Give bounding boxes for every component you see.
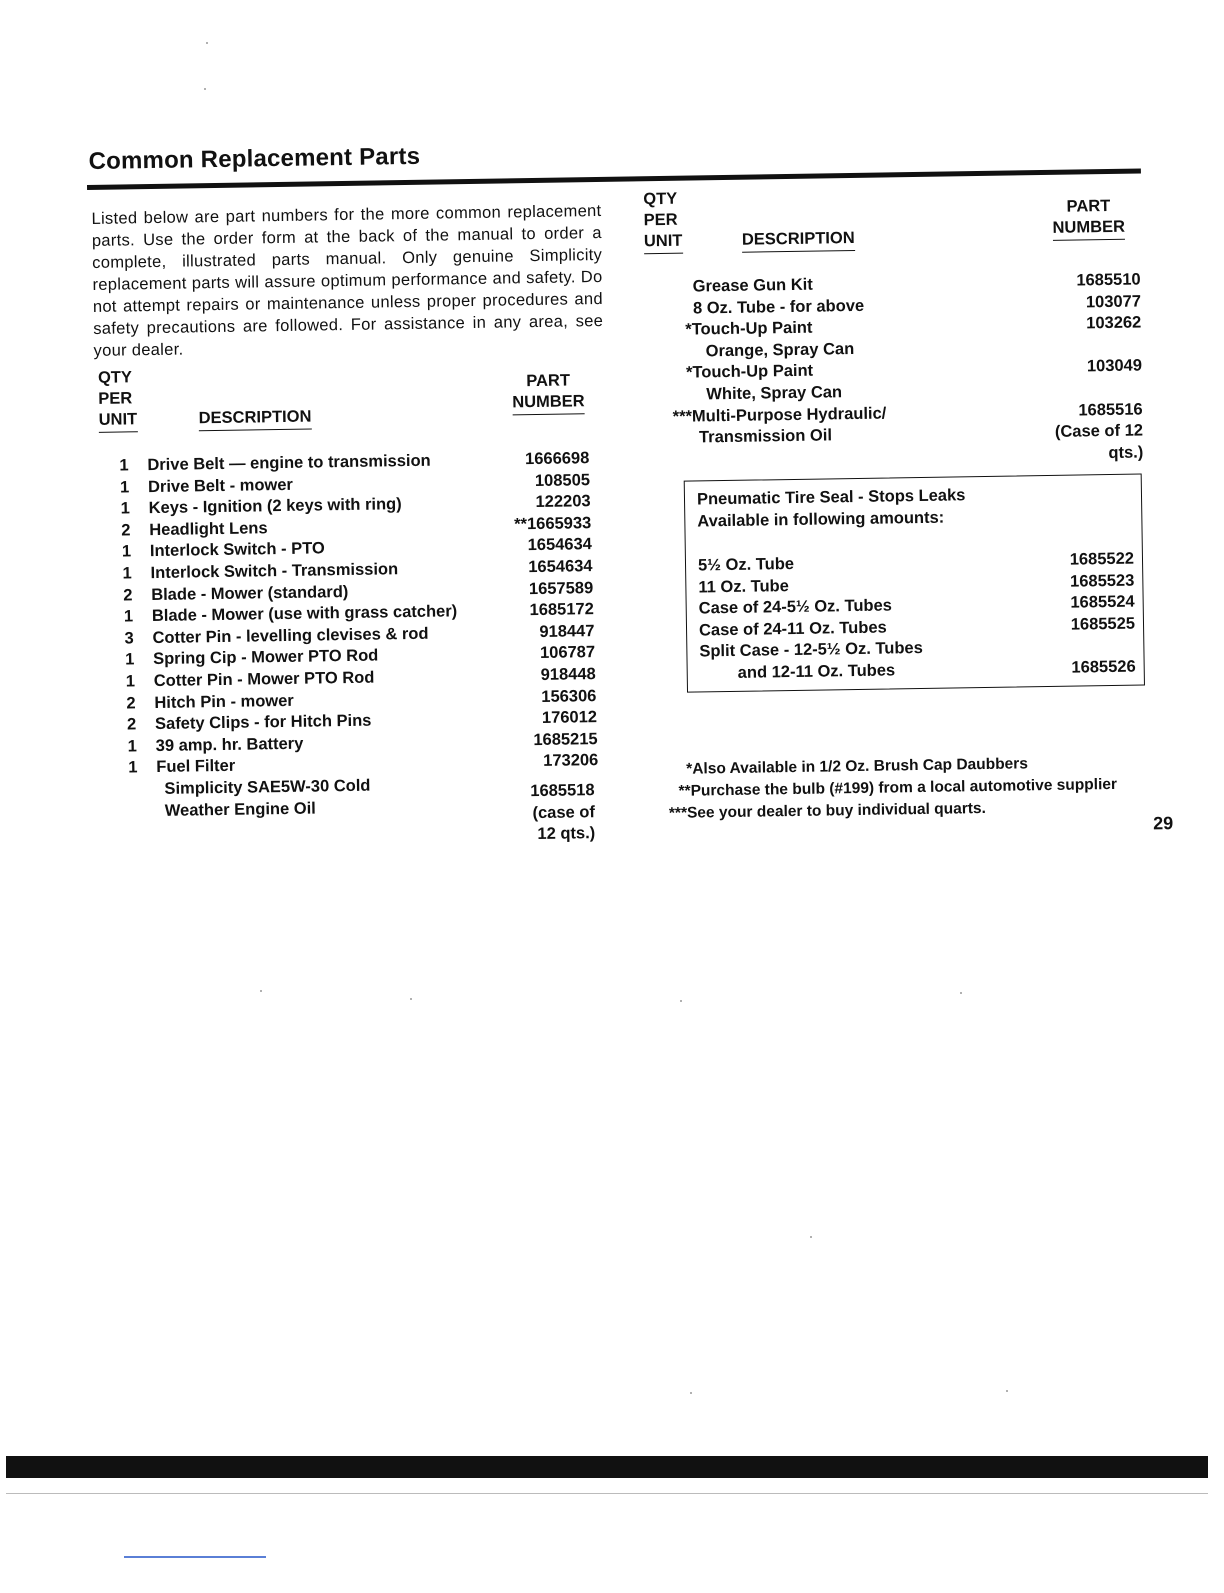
description-cell: Case of 24-11 Oz. Tubes bbox=[698, 618, 887, 640]
description-cell: Safety Clips - for Hitch Pins bbox=[154, 711, 372, 734]
description-cell: and 12-11 Oz. Tubes bbox=[737, 661, 896, 682]
description-cell: ***Multi-Purpose Hydraulic/ bbox=[672, 404, 887, 426]
description-cell: Grease Gun Kit bbox=[692, 275, 813, 296]
scan-speck bbox=[410, 998, 412, 1000]
description-cell: 11 Oz. Tube bbox=[698, 576, 789, 597]
scan-speck bbox=[680, 1000, 682, 1002]
scan-blue-line bbox=[124, 1556, 266, 1558]
intro-paragraph: Listed below are part numbers for the more common replacement parts. Use the order form at the back of the manual to order a complete, illustrated parts manual. Only genuine Simplicity replacement parts will assure optimum performance and safety. Do not attempt repairs or maintenance unless proper procedures and safety precautions are followed. For assistance in any area, see your dealer. bbox=[91, 201, 604, 360]
tire-seal-subtitle: Available in following amounts: bbox=[697, 508, 945, 531]
footnotes bbox=[668, 752, 1117, 825]
qty-cell: 1 bbox=[119, 456, 129, 475]
qty-cell: 1 bbox=[124, 650, 135, 669]
qty-cell: 2 bbox=[126, 715, 137, 734]
qty-cell: 1 bbox=[121, 542, 132, 561]
part-number-cell: **1665933 bbox=[514, 513, 592, 534]
right-description-header: DESCRIPTION bbox=[742, 228, 855, 253]
part-number-cell: 1685523 bbox=[1069, 571, 1135, 591]
qty-cell: 1 bbox=[122, 564, 132, 583]
part-number-cell: 1657589 bbox=[528, 578, 594, 598]
description-cell: Spring Cip - Mower PTO Rod bbox=[152, 646, 379, 669]
part-number-cell: 122203 bbox=[535, 492, 591, 512]
part-number-cell: qts.) bbox=[1108, 443, 1144, 462]
scan-speck bbox=[206, 42, 208, 44]
page-title: Common Replacement Parts bbox=[88, 142, 421, 175]
part-number-cell: 1654634 bbox=[527, 535, 593, 555]
table-row bbox=[119, 448, 599, 475]
description-cell: Drive Belt — engine to transmission bbox=[147, 451, 431, 475]
description-cell: Fuel Filter bbox=[156, 757, 236, 777]
tire-seal-title: Pneumatic Tire Seal - Stops Leaks bbox=[696, 486, 966, 509]
left-part-header: PART NUMBER bbox=[506, 370, 591, 415]
scan-speck bbox=[960, 992, 962, 994]
table-row bbox=[697, 549, 1135, 575]
oil-part-number: 1685518 bbox=[530, 781, 595, 801]
part-number-cell: 103049 bbox=[1086, 356, 1143, 376]
oil-part-number: (case of bbox=[532, 802, 596, 822]
description-cell: Headlight Lens bbox=[149, 519, 268, 539]
description-cell: Case of 24-5½ Oz. Tubes bbox=[698, 596, 893, 618]
part-number-cell: 173206 bbox=[543, 751, 599, 771]
footnote: **Purchase the bulb (#199) from a local automotive supplier bbox=[678, 775, 1118, 800]
description-cell: Cotter Pin - levelling clevises & rod bbox=[152, 624, 429, 647]
part-number-cell: 103077 bbox=[1085, 292, 1142, 311]
qty-cell: 1 bbox=[123, 607, 134, 626]
part-number-cell: 156306 bbox=[541, 686, 597, 706]
right-qty-header: QTY PER UNIT bbox=[643, 189, 683, 255]
scan-speck bbox=[690, 1392, 692, 1394]
part-number-cell: 1685215 bbox=[533, 729, 598, 749]
oil-description: Simplicity SAE5W-30 Cold bbox=[164, 776, 371, 798]
part-number-cell: 1685526 bbox=[1071, 657, 1136, 677]
qty-cell: 1 bbox=[119, 477, 130, 497]
qty-cell: 1 bbox=[120, 499, 130, 518]
qty-cell: 2 bbox=[126, 693, 136, 713]
description-cell: Orange, Spray Can bbox=[705, 339, 855, 361]
description-cell: Blade - Mower (use with grass catcher) bbox=[151, 602, 458, 626]
part-number-cell: 1685172 bbox=[529, 600, 594, 620]
right-parts-list bbox=[671, 269, 1151, 462]
qty-cell: 1 bbox=[125, 672, 136, 691]
description-cell: Hitch Pin - mower bbox=[154, 691, 294, 712]
part-number-cell: 103262 bbox=[1086, 313, 1142, 333]
description-cell: Split Case - 12-5½ Oz. Tubes bbox=[699, 639, 923, 661]
part-number-cell: 918448 bbox=[540, 665, 596, 684]
description-cell: Interlock Switch - PTO bbox=[149, 539, 325, 561]
description-cell: Transmission Oil bbox=[698, 426, 833, 447]
part-number-cell: 1685522 bbox=[1069, 549, 1135, 569]
tire-seal-box bbox=[684, 473, 1145, 692]
left-parts-list bbox=[119, 448, 599, 844]
description-cell: 5½ Oz. Tube bbox=[697, 554, 795, 575]
description-cell: Cotter Pin - Mower PTO Rod bbox=[153, 668, 375, 691]
part-number-cell: 1685524 bbox=[1070, 592, 1135, 612]
left-qty-header: QTY PER UNIT bbox=[98, 367, 138, 433]
page-number: 29 bbox=[1152, 813, 1174, 834]
description-cell: Blade - Mower (standard) bbox=[151, 582, 349, 604]
qty-cell: 1 bbox=[128, 758, 138, 777]
description-cell: 8 Oz. Tube - for above bbox=[692, 296, 865, 318]
qty-cell: 2 bbox=[121, 521, 131, 540]
description-cell: *Touch-Up Paint bbox=[685, 318, 813, 339]
part-number-cell: (Case of 12 bbox=[1054, 421, 1144, 442]
part-number-cell: 1685516 bbox=[1078, 400, 1143, 420]
part-number-cell: 1666698 bbox=[524, 449, 590, 469]
part-number-cell: 176012 bbox=[541, 708, 598, 728]
part-number-cell: 1685525 bbox=[1070, 614, 1136, 634]
part-number-cell: 1685510 bbox=[1076, 270, 1141, 290]
description-cell: White, Spray Can bbox=[706, 383, 843, 404]
qty-cell: 2 bbox=[123, 585, 133, 605]
description-cell: Drive Belt - mower bbox=[147, 475, 294, 496]
footnote: ***See your dealer to buy individual quarts. bbox=[668, 799, 987, 822]
table-row bbox=[671, 269, 1151, 296]
description-cell: *Touch-Up Paint bbox=[685, 362, 814, 383]
right-part-header: PART NUMBER bbox=[1045, 196, 1132, 241]
description-cell: Interlock Switch - Transmission bbox=[150, 560, 399, 583]
oil-description: Weather Engine Oil bbox=[164, 799, 316, 820]
qty-cell: 1 bbox=[127, 737, 138, 756]
part-number-cell: 106787 bbox=[539, 643, 596, 663]
part-number-cell: 108505 bbox=[534, 470, 591, 490]
scan-speck bbox=[810, 1236, 812, 1238]
part-number-cell: 918447 bbox=[539, 621, 595, 641]
scan-edge-bar bbox=[6, 1456, 1208, 1478]
part-number-cell: 1654634 bbox=[528, 557, 593, 577]
scan-edge-line bbox=[6, 1493, 1208, 1494]
qty-cell: 3 bbox=[124, 629, 134, 648]
scan-speck bbox=[260, 990, 262, 992]
footnote: *Also Available in 1/2 Oz. Brush Cap Daubbers bbox=[686, 755, 1029, 778]
description-cell: 39 amp. hr. Battery bbox=[155, 734, 304, 755]
scan-speck bbox=[204, 88, 206, 90]
oil-part-number: 12 qts.) bbox=[537, 824, 596, 844]
description-cell: Keys - Ignition (2 keys with ring) bbox=[148, 495, 402, 518]
left-description-header: DESCRIPTION bbox=[199, 407, 312, 432]
scan-speck bbox=[1006, 1390, 1008, 1392]
